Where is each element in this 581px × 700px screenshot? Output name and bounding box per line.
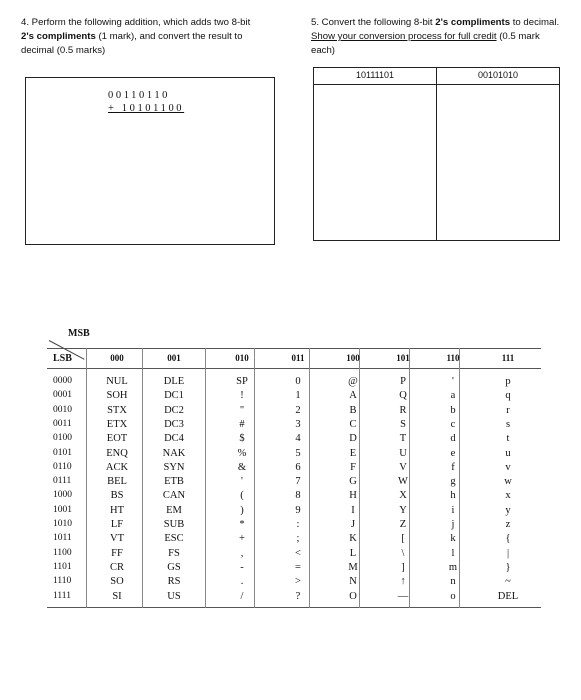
q5-show-process-underlined: Show your conversion process for full credit bbox=[311, 31, 497, 42]
ascii-cell: x bbox=[505, 490, 511, 502]
ascii-cell: ' bbox=[452, 376, 454, 387]
ascii-cell: SI bbox=[112, 590, 122, 602]
ascii-cell: " bbox=[239, 404, 245, 416]
question-5-text bbox=[311, 16, 566, 58]
ascii-cell: * bbox=[239, 519, 245, 530]
ascii-cell: < bbox=[295, 547, 301, 559]
ascii-cell: U bbox=[399, 447, 407, 459]
table-top-rule bbox=[47, 348, 541, 349]
ascii-cell: RS bbox=[167, 576, 181, 588]
ascii-cell: LF bbox=[110, 519, 124, 530]
ascii-cell: FS bbox=[168, 547, 180, 559]
q4-twos-complement-bold: 2's compliments bbox=[21, 31, 96, 42]
ascii-cell: i bbox=[451, 504, 455, 516]
ascii-cell: ; bbox=[296, 533, 300, 545]
ascii-cell: T bbox=[399, 433, 407, 445]
lsb-code-1111: 1111 bbox=[53, 590, 71, 601]
q5-col-1-header: 10111101 bbox=[355, 70, 395, 80]
ascii-cell: DC1 bbox=[164, 390, 184, 402]
ascii-cell: 1 bbox=[295, 390, 301, 402]
ascii-cell: ? bbox=[295, 590, 301, 602]
ascii-cell: P bbox=[400, 376, 406, 387]
q5-line-2 bbox=[311, 30, 566, 44]
ascii-cell: m bbox=[448, 561, 458, 573]
ascii-cell: > bbox=[295, 576, 301, 588]
ascii-cell: — bbox=[397, 590, 409, 602]
ascii-cell: c bbox=[450, 418, 456, 430]
ascii-cell: DEL bbox=[497, 590, 519, 602]
ascii-cell: VT bbox=[110, 533, 124, 545]
ascii-cell: SP bbox=[236, 376, 248, 387]
msb-header-001: 001 bbox=[167, 353, 181, 363]
q5-answer-table bbox=[313, 67, 560, 241]
ascii-cell: , bbox=[240, 547, 244, 559]
ascii-cell: 5 bbox=[295, 447, 301, 459]
ascii-cell: ENQ bbox=[106, 447, 128, 459]
ascii-cell: W bbox=[398, 476, 408, 488]
lsb-code-1101: 1101 bbox=[53, 561, 72, 572]
lsb-code-1011: 1011 bbox=[53, 533, 72, 544]
lsb-label: LSB bbox=[53, 353, 72, 364]
ascii-cell: & bbox=[237, 461, 247, 473]
ascii-cell: ) bbox=[240, 504, 244, 516]
ascii-cell: | bbox=[506, 547, 510, 559]
ascii-cell: r bbox=[506, 404, 510, 416]
ascii-cell: t bbox=[506, 433, 510, 445]
ascii-cell: DLE bbox=[163, 376, 185, 387]
ascii-cell: e bbox=[450, 447, 456, 459]
ascii-cell: L bbox=[349, 547, 357, 559]
q5-twos-complement-bold: 2's compliments bbox=[435, 17, 511, 28]
q5-line-1-plain: 5. Convert the following 8-bit bbox=[311, 17, 436, 28]
ascii-cell: BS bbox=[110, 490, 124, 502]
ascii-cell: SOH bbox=[106, 390, 128, 402]
ascii-cell: V bbox=[399, 461, 407, 473]
ascii-cell: SUB bbox=[163, 519, 185, 530]
ascii-cell: EOT bbox=[106, 433, 128, 445]
msb-header-111: 111 bbox=[501, 353, 515, 363]
lsb-code-1100: 1100 bbox=[53, 547, 72, 558]
ascii-cell: = bbox=[295, 561, 301, 573]
ascii-cell: ACK bbox=[105, 461, 129, 473]
ascii-cell: ! bbox=[240, 390, 244, 402]
ascii-cell: DC2 bbox=[164, 404, 184, 416]
ascii-cell: o bbox=[450, 590, 456, 602]
ascii-cell: ] bbox=[401, 561, 405, 573]
column-divider bbox=[142, 348, 143, 608]
ascii-cell: ~ bbox=[505, 576, 511, 588]
ascii-cell: ESC bbox=[164, 533, 184, 545]
msb-header-101: 101 bbox=[396, 353, 410, 363]
ascii-cell: M bbox=[348, 561, 358, 573]
ascii-cell: N bbox=[349, 576, 357, 588]
ascii-cell: K bbox=[349, 533, 357, 545]
lsb-code-0011: 0011 bbox=[53, 418, 72, 429]
ascii-cell: O bbox=[349, 590, 357, 602]
ascii-cell: R bbox=[399, 404, 407, 416]
ascii-cell: F bbox=[350, 461, 356, 473]
ascii-cell: p bbox=[505, 376, 511, 387]
ascii-cell: Q bbox=[399, 390, 407, 402]
ascii-cell: J bbox=[350, 519, 356, 530]
q5-line-3: each) bbox=[311, 45, 335, 56]
ascii-cell: b bbox=[450, 404, 456, 416]
ascii-cell: h bbox=[450, 490, 456, 502]
ascii-cell: 8 bbox=[295, 490, 301, 502]
q4-line-3: decimal (0.5 marks) bbox=[21, 45, 106, 56]
ascii-cell: 4 bbox=[295, 433, 301, 445]
ascii-cell: S bbox=[400, 418, 406, 430]
q4-line-2-rest: (1 mark), and convert the result to bbox=[95, 31, 243, 42]
ascii-cell: % bbox=[237, 447, 247, 459]
ascii-cell: f bbox=[451, 461, 455, 473]
ascii-cell: ↑ bbox=[400, 576, 406, 588]
lsb-code-0100: 0100 bbox=[53, 433, 72, 444]
lsb-code-1110: 1110 bbox=[53, 576, 72, 587]
ascii-cell: g bbox=[450, 476, 456, 488]
column-divider bbox=[205, 348, 206, 608]
ascii-cell: 7 bbox=[295, 476, 301, 488]
lsb-code-0001: 0001 bbox=[53, 390, 72, 401]
ascii-cell: CAN bbox=[162, 490, 186, 502]
q4-answer-box[interactable] bbox=[25, 77, 275, 245]
addend-1: 00110110 bbox=[108, 90, 171, 101]
ascii-cell: u bbox=[505, 447, 511, 459]
ascii-cell: . bbox=[240, 576, 244, 588]
ascii-cell: v bbox=[505, 461, 511, 473]
ascii-cell: DC3 bbox=[164, 418, 184, 430]
lsb-code-1001: 1001 bbox=[53, 504, 72, 515]
ascii-cell: } bbox=[505, 561, 511, 573]
ascii-cell: j bbox=[451, 519, 455, 530]
lsb-code-0101: 0101 bbox=[53, 447, 72, 458]
q4-line-1: 4. Perform the following addition, which adds two 8-bit bbox=[21, 17, 251, 28]
q5-col-2-header: 00101010 bbox=[477, 70, 519, 80]
ascii-cell: k bbox=[450, 533, 456, 545]
ascii-cell: # bbox=[239, 418, 245, 430]
msb-header-000: 000 bbox=[110, 353, 124, 363]
ascii-cell: GS bbox=[167, 561, 181, 573]
ascii-cell: y bbox=[505, 504, 511, 516]
ascii-cell: 6 bbox=[295, 461, 301, 473]
lsb-code-0000: 0000 bbox=[53, 376, 72, 386]
ascii-table bbox=[47, 318, 541, 613]
ascii-cell: CR bbox=[109, 561, 124, 573]
addend-2: + 10101100 bbox=[108, 103, 185, 114]
ascii-cell: NUL bbox=[106, 376, 128, 387]
header-bottom-rule bbox=[47, 368, 541, 369]
ascii-cell: [ bbox=[401, 533, 405, 545]
ascii-cell: \ bbox=[401, 547, 405, 559]
q4-line-2 bbox=[21, 30, 276, 44]
ascii-cell: I bbox=[351, 504, 355, 516]
ascii-cell: n bbox=[450, 576, 456, 588]
ascii-cell: z bbox=[505, 519, 511, 530]
ascii-cell: E bbox=[349, 447, 357, 459]
ascii-cell: q bbox=[505, 390, 511, 402]
ascii-cell: s bbox=[505, 418, 511, 430]
column-divider bbox=[86, 348, 87, 608]
ascii-cell: DC4 bbox=[164, 433, 184, 445]
ascii-cell: STX bbox=[107, 404, 127, 416]
table-bottom-rule bbox=[47, 607, 541, 608]
ascii-cell: d bbox=[450, 433, 456, 445]
ascii-cell: SYN bbox=[163, 461, 185, 473]
ascii-cell: 2 bbox=[295, 404, 301, 416]
q5-line-2-rest: (0.5 mark bbox=[496, 31, 540, 42]
ascii-cell: 0 bbox=[295, 376, 301, 387]
msb-header-110: 110 bbox=[446, 353, 460, 363]
ascii-cell: X bbox=[399, 490, 407, 502]
ascii-cell: 3 bbox=[295, 418, 301, 430]
msb-label: MSB bbox=[68, 328, 90, 339]
lsb-code-0110: 0110 bbox=[53, 461, 72, 472]
ascii-cell: Y bbox=[399, 504, 407, 516]
lsb-code-1000: 1000 bbox=[53, 490, 72, 501]
msb-header-011: 011 bbox=[291, 353, 305, 363]
ascii-cell: ( bbox=[240, 490, 244, 502]
binary-addition bbox=[108, 89, 184, 115]
ascii-cell: l bbox=[451, 547, 455, 559]
ascii-cell: 9 bbox=[295, 504, 301, 516]
ascii-cell: H bbox=[349, 490, 357, 502]
ascii-cell: { bbox=[505, 533, 511, 545]
ascii-cell: a bbox=[450, 390, 456, 402]
ascii-cell: @ bbox=[348, 376, 358, 387]
ascii-cell: EM bbox=[166, 504, 182, 516]
q5-answer-cell-1[interactable] bbox=[314, 85, 436, 240]
lsb-code-0111: 0111 bbox=[53, 476, 72, 487]
ascii-cell: : bbox=[296, 519, 300, 530]
ascii-cell: $ bbox=[239, 433, 245, 445]
ascii-cell: A bbox=[349, 390, 357, 402]
ascii-cell: / bbox=[240, 590, 244, 602]
q5-line-1-end: to decimal. bbox=[510, 17, 560, 28]
q5-answer-cell-2[interactable] bbox=[437, 85, 559, 240]
ascii-cell: B bbox=[349, 404, 357, 416]
ascii-cell: ' bbox=[241, 476, 243, 488]
ascii-cell: US bbox=[167, 590, 181, 602]
ascii-cell: G bbox=[349, 476, 357, 488]
ascii-cell: C bbox=[349, 418, 357, 430]
ascii-cell: Z bbox=[399, 519, 407, 530]
ascii-cell: HT bbox=[110, 504, 124, 516]
ascii-cell: - bbox=[240, 561, 244, 573]
ascii-cell: w bbox=[504, 476, 512, 488]
ascii-cell: SO bbox=[110, 576, 124, 588]
ascii-cell: ETX bbox=[106, 418, 128, 430]
ascii-cell: ETB bbox=[164, 476, 184, 488]
lsb-code-1010: 1010 bbox=[53, 519, 72, 529]
lsb-code-0010: 0010 bbox=[53, 404, 72, 415]
ascii-cell: + bbox=[239, 533, 245, 545]
ascii-cell: NAK bbox=[162, 447, 186, 459]
ascii-cell: FF bbox=[111, 547, 123, 559]
q5-line-1 bbox=[311, 16, 566, 30]
msb-header-010: 010 bbox=[235, 353, 249, 363]
msb-header-100: 100 bbox=[346, 353, 360, 363]
ascii-cell: BEL bbox=[107, 476, 127, 488]
question-4-text bbox=[21, 16, 276, 58]
ascii-cell: D bbox=[349, 433, 357, 445]
